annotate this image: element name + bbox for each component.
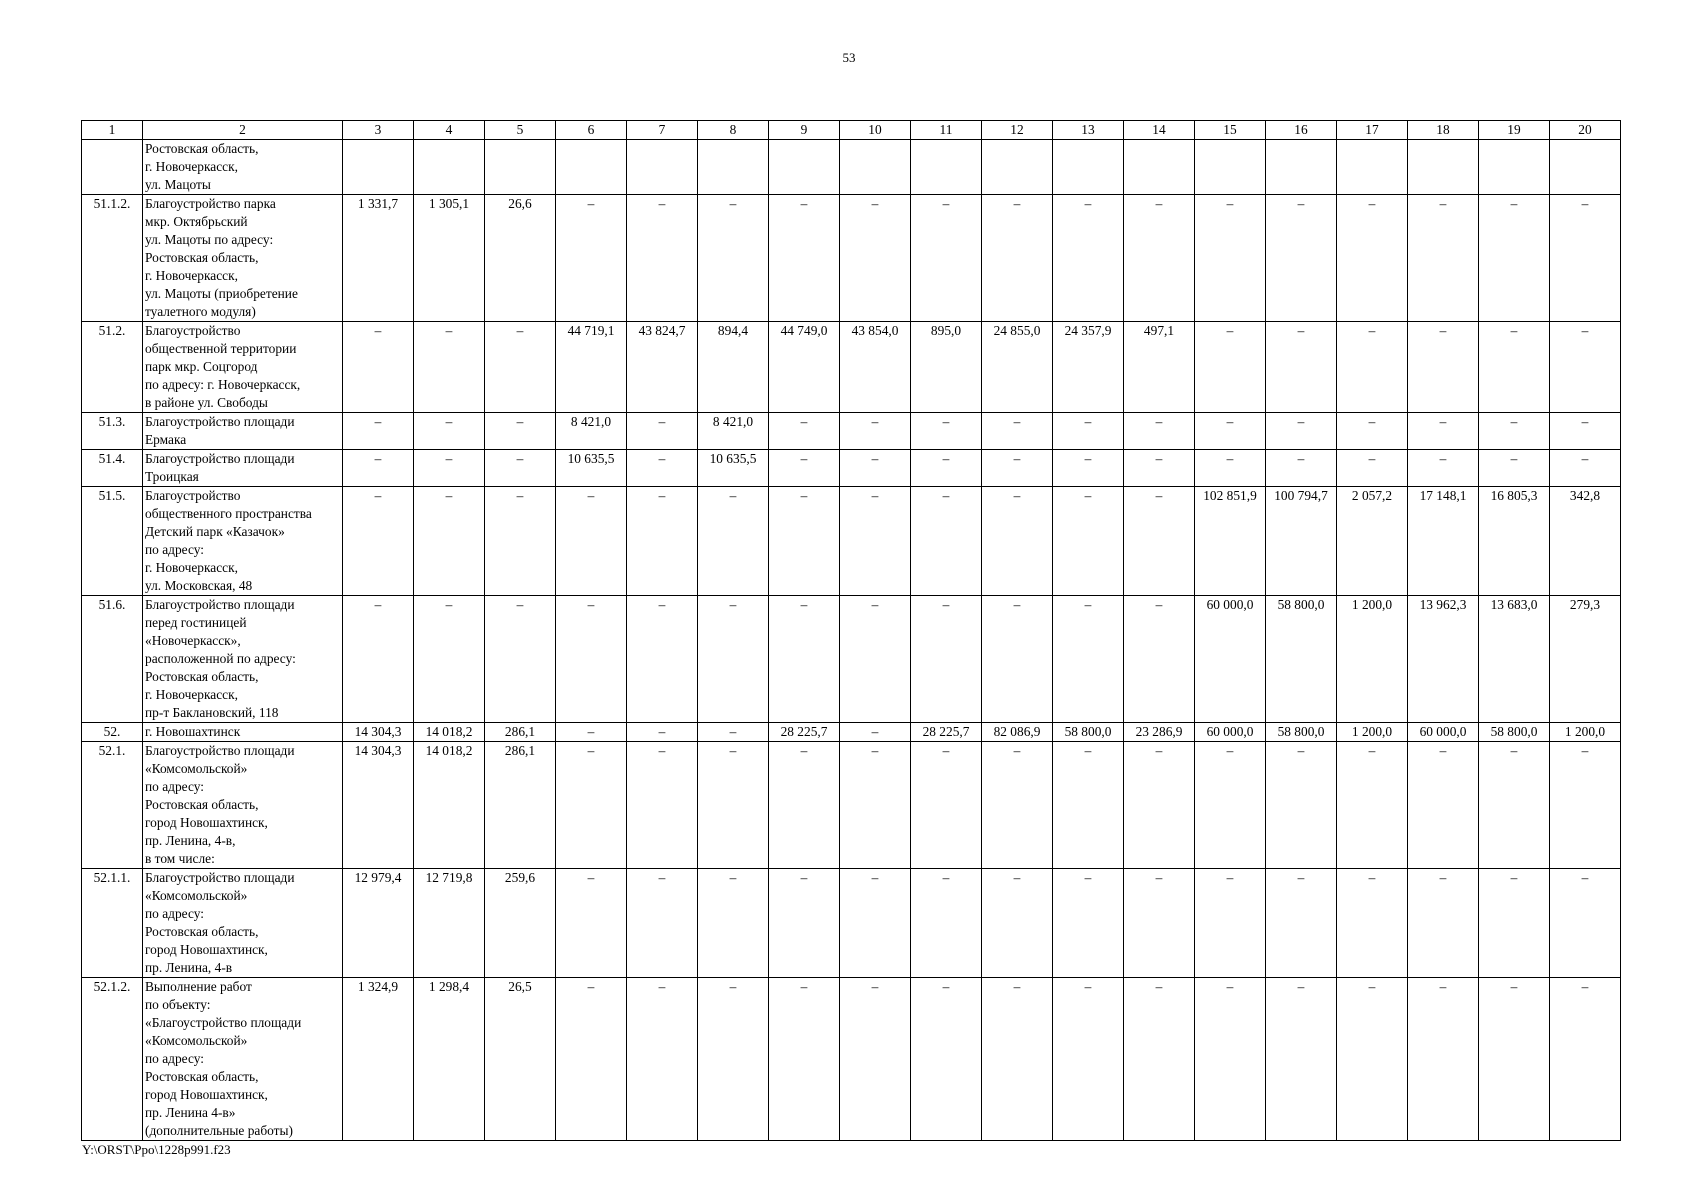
value-cell: – bbox=[1408, 322, 1479, 413]
object-name: г. Новошахтинск bbox=[143, 723, 343, 742]
value-cell: – bbox=[1550, 195, 1621, 322]
value-cell: – bbox=[414, 596, 485, 723]
value-cell: – bbox=[769, 450, 840, 487]
value-cell: – bbox=[1550, 978, 1621, 1141]
value-cell: – bbox=[1337, 978, 1408, 1141]
value-cell: – bbox=[1337, 869, 1408, 978]
footer-path: Y:\ORST\Ppo\1228p991.f23 bbox=[82, 1142, 231, 1157]
value-cell: 497,1 bbox=[1124, 322, 1195, 413]
value-cell: 14 018,2 bbox=[414, 742, 485, 869]
value-cell: – bbox=[1195, 978, 1266, 1141]
value-cell: – bbox=[1195, 742, 1266, 869]
row-number: 51.3. bbox=[82, 413, 143, 450]
value-cell: – bbox=[1266, 413, 1337, 450]
value-cell: – bbox=[627, 723, 698, 742]
row-number: 52.1.1. bbox=[82, 869, 143, 978]
object-name: Благоустройство площади Ермака bbox=[143, 413, 343, 450]
value-cell: – bbox=[1479, 413, 1550, 450]
value-cell: 895,0 bbox=[911, 322, 982, 413]
value-cell: 279,3 bbox=[1550, 596, 1621, 723]
value-cell: – bbox=[627, 413, 698, 450]
value-cell: – bbox=[1479, 322, 1550, 413]
object-name: Выполнение работ по объекту: «Благоустройство площади «Комсомольской» по адресу: Ростовская область, город Новошахтинск, пр. Ленина 4-в» (дополнительные работы) bbox=[143, 978, 343, 1141]
value-cell: 286,1 bbox=[485, 723, 556, 742]
value-cell: – bbox=[911, 596, 982, 723]
value-cell: – bbox=[769, 869, 840, 978]
value-cell: – bbox=[1053, 450, 1124, 487]
value-cell: – bbox=[840, 869, 911, 978]
header-cell: 9 bbox=[769, 121, 840, 140]
object-name: Благоустройство общественной территории парк мкр. Соцгород по адресу: г. Новочеркасск, в районе ул. Свободы bbox=[143, 322, 343, 413]
header-row bbox=[82, 121, 1621, 140]
value-cell: – bbox=[698, 869, 769, 978]
value-cell: 1 331,7 bbox=[343, 195, 414, 322]
page-number: 53 bbox=[842, 50, 856, 65]
value-cell: – bbox=[982, 596, 1053, 723]
value-cell: – bbox=[627, 487, 698, 596]
object-name: Благоустройство площади «Комсомольской» по адресу: Ростовская область, город Новошахтинск, пр. Ленина, 4-в bbox=[143, 869, 343, 978]
value-cell: 60 000,0 bbox=[1195, 723, 1266, 742]
value-cell: – bbox=[1550, 413, 1621, 450]
value-cell: – bbox=[1053, 742, 1124, 869]
value-cell: – bbox=[556, 596, 627, 723]
value-cell bbox=[1195, 140, 1266, 195]
value-cell: – bbox=[556, 195, 627, 322]
value-cell bbox=[1124, 140, 1195, 195]
value-cell: – bbox=[1337, 742, 1408, 869]
value-cell: – bbox=[627, 869, 698, 978]
value-cell: – bbox=[840, 413, 911, 450]
value-cell bbox=[1479, 140, 1550, 195]
header-cell: 18 bbox=[1408, 121, 1479, 140]
value-cell: – bbox=[1550, 742, 1621, 869]
header-cell: 3 bbox=[343, 121, 414, 140]
value-cell bbox=[1337, 140, 1408, 195]
value-cell: – bbox=[982, 742, 1053, 869]
value-cell: 894,4 bbox=[698, 322, 769, 413]
value-cell: – bbox=[982, 869, 1053, 978]
value-cell: 14 304,3 bbox=[343, 742, 414, 869]
value-cell: 1 200,0 bbox=[1337, 596, 1408, 723]
value-cell: – bbox=[1195, 413, 1266, 450]
value-cell: – bbox=[1408, 978, 1479, 1141]
value-cell: – bbox=[1479, 742, 1550, 869]
header-cell: 19 bbox=[1479, 121, 1550, 140]
value-cell: 16 805,3 bbox=[1479, 487, 1550, 596]
value-cell: – bbox=[982, 978, 1053, 1141]
value-cell: – bbox=[769, 596, 840, 723]
value-cell: – bbox=[698, 742, 769, 869]
value-cell: – bbox=[1337, 195, 1408, 322]
value-cell: 26,6 bbox=[485, 195, 556, 322]
value-cell: – bbox=[627, 596, 698, 723]
value-cell: – bbox=[485, 596, 556, 723]
table-row bbox=[82, 596, 1621, 723]
value-cell: 1 200,0 bbox=[1337, 723, 1408, 742]
value-cell: – bbox=[769, 978, 840, 1141]
header-cell: 2 bbox=[143, 121, 343, 140]
value-cell: – bbox=[627, 195, 698, 322]
value-cell: – bbox=[911, 742, 982, 869]
value-cell: – bbox=[627, 450, 698, 487]
table-row bbox=[82, 742, 1621, 869]
value-cell: – bbox=[1195, 869, 1266, 978]
header-cell: 11 bbox=[911, 121, 982, 140]
row-number: 52.1.2. bbox=[82, 978, 143, 1141]
value-cell: 28 225,7 bbox=[769, 723, 840, 742]
value-cell: – bbox=[982, 195, 1053, 322]
value-cell bbox=[343, 140, 414, 195]
object-name: Благоустройство общественного пространства Детский парк «Казачок» по адресу: г. Новочеркасск, ул. Московская, 48 bbox=[143, 487, 343, 596]
header-cell: 1 bbox=[82, 121, 143, 140]
value-cell bbox=[485, 140, 556, 195]
value-cell bbox=[698, 140, 769, 195]
value-cell: 12 719,8 bbox=[414, 869, 485, 978]
object-name: Ростовская область, г. Новочеркасск, ул. Мацоты bbox=[143, 140, 343, 195]
value-cell: – bbox=[840, 742, 911, 869]
object-name: Благоустройство площади Троицкая bbox=[143, 450, 343, 487]
value-cell: – bbox=[627, 742, 698, 869]
value-cell: – bbox=[769, 487, 840, 596]
value-cell: – bbox=[1266, 450, 1337, 487]
row-number: 52. bbox=[82, 723, 143, 742]
value-cell: 17 148,1 bbox=[1408, 487, 1479, 596]
header-cell: 16 bbox=[1266, 121, 1337, 140]
value-cell: 24 855,0 bbox=[982, 322, 1053, 413]
value-cell: 102 851,9 bbox=[1195, 487, 1266, 596]
value-cell: – bbox=[840, 596, 911, 723]
value-cell: 28 225,7 bbox=[911, 723, 982, 742]
value-cell: 342,8 bbox=[1550, 487, 1621, 596]
value-cell: – bbox=[1053, 487, 1124, 596]
value-cell: – bbox=[840, 195, 911, 322]
value-cell: 10 635,5 bbox=[556, 450, 627, 487]
value-cell: – bbox=[343, 487, 414, 596]
header-cell: 17 bbox=[1337, 121, 1408, 140]
value-cell: – bbox=[769, 413, 840, 450]
value-cell: – bbox=[1266, 322, 1337, 413]
value-cell: – bbox=[1195, 450, 1266, 487]
value-cell: – bbox=[698, 978, 769, 1141]
value-cell: – bbox=[698, 596, 769, 723]
value-cell: 58 800,0 bbox=[1053, 723, 1124, 742]
value-cell: – bbox=[840, 487, 911, 596]
value-cell: – bbox=[343, 413, 414, 450]
value-cell: – bbox=[1550, 869, 1621, 978]
header-cell: 10 bbox=[840, 121, 911, 140]
table-row bbox=[82, 978, 1621, 1141]
value-cell: – bbox=[840, 450, 911, 487]
value-cell: – bbox=[698, 487, 769, 596]
row-number: 51.4. bbox=[82, 450, 143, 487]
value-cell: – bbox=[414, 322, 485, 413]
value-cell: – bbox=[1408, 869, 1479, 978]
value-cell: – bbox=[414, 487, 485, 596]
value-cell: – bbox=[982, 450, 1053, 487]
header-cell: 5 bbox=[485, 121, 556, 140]
value-cell: – bbox=[1337, 413, 1408, 450]
value-cell: – bbox=[1408, 413, 1479, 450]
value-cell: 1 305,1 bbox=[414, 195, 485, 322]
value-cell: – bbox=[769, 195, 840, 322]
value-cell: – bbox=[1266, 978, 1337, 1141]
value-cell: – bbox=[343, 596, 414, 723]
value-cell: – bbox=[1266, 742, 1337, 869]
data-table bbox=[81, 120, 1621, 1141]
value-cell: 12 979,4 bbox=[343, 869, 414, 978]
value-cell: – bbox=[414, 413, 485, 450]
value-cell: 1 324,9 bbox=[343, 978, 414, 1141]
value-cell: – bbox=[1053, 978, 1124, 1141]
value-cell: 44 719,1 bbox=[556, 322, 627, 413]
row-number: 51.2. bbox=[82, 322, 143, 413]
value-cell: – bbox=[1337, 322, 1408, 413]
row-number: 51.6. bbox=[82, 596, 143, 723]
value-cell: 82 086,9 bbox=[982, 723, 1053, 742]
table-row bbox=[82, 413, 1621, 450]
row-number: 52.1. bbox=[82, 742, 143, 869]
value-cell: – bbox=[840, 723, 911, 742]
value-cell: 26,5 bbox=[485, 978, 556, 1141]
value-cell: 58 800,0 bbox=[1266, 596, 1337, 723]
header-cell: 13 bbox=[1053, 121, 1124, 140]
value-cell: – bbox=[698, 723, 769, 742]
value-cell: – bbox=[1408, 742, 1479, 869]
value-cell: 1 298,4 bbox=[414, 978, 485, 1141]
value-cell: – bbox=[911, 450, 982, 487]
value-cell: – bbox=[1266, 195, 1337, 322]
value-cell: 60 000,0 bbox=[1408, 723, 1479, 742]
value-cell bbox=[627, 140, 698, 195]
header-cell: 20 bbox=[1550, 121, 1621, 140]
value-cell: – bbox=[1124, 450, 1195, 487]
value-cell: 60 000,0 bbox=[1195, 596, 1266, 723]
value-cell bbox=[769, 140, 840, 195]
value-cell: – bbox=[1124, 742, 1195, 869]
value-cell: – bbox=[1550, 450, 1621, 487]
value-cell: – bbox=[485, 450, 556, 487]
value-cell: – bbox=[1124, 869, 1195, 978]
value-cell bbox=[556, 140, 627, 195]
table-row bbox=[82, 195, 1621, 322]
value-cell: 44 749,0 bbox=[769, 322, 840, 413]
value-cell bbox=[1266, 140, 1337, 195]
value-cell: – bbox=[343, 322, 414, 413]
value-cell: 2 057,2 bbox=[1337, 487, 1408, 596]
value-cell bbox=[1550, 140, 1621, 195]
value-cell: 13 683,0 bbox=[1479, 596, 1550, 723]
row-number: 51.1.2. bbox=[82, 195, 143, 322]
value-cell bbox=[982, 140, 1053, 195]
object-name: Благоустройство площади «Комсомольской» по адресу: Ростовская область, город Новошахтинск, пр. Ленина, 4-в, в том числе: bbox=[143, 742, 343, 869]
header-cell: 14 bbox=[1124, 121, 1195, 140]
value-cell: 8 421,0 bbox=[698, 413, 769, 450]
value-cell: 43 854,0 bbox=[840, 322, 911, 413]
value-cell: – bbox=[1266, 869, 1337, 978]
value-cell: – bbox=[414, 450, 485, 487]
value-cell bbox=[1053, 140, 1124, 195]
value-cell: 259,6 bbox=[485, 869, 556, 978]
value-cell: – bbox=[485, 487, 556, 596]
value-cell: – bbox=[911, 487, 982, 596]
value-cell bbox=[1408, 140, 1479, 195]
value-cell: – bbox=[556, 742, 627, 869]
table-row bbox=[82, 140, 1621, 195]
value-cell: 10 635,5 bbox=[698, 450, 769, 487]
value-cell: – bbox=[556, 723, 627, 742]
value-cell: 58 800,0 bbox=[1479, 723, 1550, 742]
value-cell: – bbox=[1479, 869, 1550, 978]
value-cell bbox=[414, 140, 485, 195]
value-cell: – bbox=[485, 322, 556, 413]
value-cell: – bbox=[1550, 322, 1621, 413]
value-cell: 23 286,9 bbox=[1124, 723, 1195, 742]
value-cell: – bbox=[911, 978, 982, 1141]
object-name: Благоустройство парка мкр. Октябрьский ул. Мацоты по адресу: Ростовская область, г. Новочеркасск, ул. Мацоты (приобретение туалетного модуля) bbox=[143, 195, 343, 322]
value-cell: 24 357,9 bbox=[1053, 322, 1124, 413]
header-cell: 8 bbox=[698, 121, 769, 140]
table-row bbox=[82, 723, 1621, 742]
value-cell: – bbox=[627, 978, 698, 1141]
value-cell: – bbox=[698, 195, 769, 322]
value-cell: – bbox=[1053, 596, 1124, 723]
header-cell: 6 bbox=[556, 121, 627, 140]
value-cell bbox=[840, 140, 911, 195]
table-row bbox=[82, 322, 1621, 413]
value-cell: – bbox=[1195, 322, 1266, 413]
value-cell: – bbox=[982, 413, 1053, 450]
value-cell: – bbox=[556, 978, 627, 1141]
value-cell: 14 018,2 bbox=[414, 723, 485, 742]
header-cell: 4 bbox=[414, 121, 485, 140]
table-row bbox=[82, 869, 1621, 978]
row-number: 51.5. bbox=[82, 487, 143, 596]
table-row bbox=[82, 487, 1621, 596]
value-cell: – bbox=[1479, 195, 1550, 322]
value-cell: – bbox=[1124, 978, 1195, 1141]
value-cell: – bbox=[1124, 487, 1195, 596]
value-cell: 43 824,7 bbox=[627, 322, 698, 413]
table-row bbox=[82, 450, 1621, 487]
value-cell: – bbox=[840, 978, 911, 1141]
value-cell: – bbox=[1124, 596, 1195, 723]
value-cell: – bbox=[1479, 450, 1550, 487]
object-name: Благоустройство площади перед гостиницей «Новочеркасск», расположенной по адресу: Ростовская область, г. Новочеркасск, пр-т Баклановский, 118 bbox=[143, 596, 343, 723]
value-cell: 8 421,0 bbox=[556, 413, 627, 450]
value-cell: 13 962,3 bbox=[1408, 596, 1479, 723]
value-cell: – bbox=[911, 869, 982, 978]
value-cell: – bbox=[911, 413, 982, 450]
value-cell: 58 800,0 bbox=[1266, 723, 1337, 742]
row-number bbox=[82, 140, 143, 195]
value-cell: – bbox=[1053, 195, 1124, 322]
value-cell: – bbox=[1124, 195, 1195, 322]
value-cell: – bbox=[1053, 869, 1124, 978]
value-cell: – bbox=[343, 450, 414, 487]
value-cell: – bbox=[556, 869, 627, 978]
value-cell: 14 304,3 bbox=[343, 723, 414, 742]
value-cell: – bbox=[1053, 413, 1124, 450]
value-cell: 286,1 bbox=[485, 742, 556, 869]
value-cell: – bbox=[485, 413, 556, 450]
value-cell: – bbox=[556, 487, 627, 596]
header-cell: 15 bbox=[1195, 121, 1266, 140]
value-cell: – bbox=[982, 487, 1053, 596]
value-cell: – bbox=[1479, 978, 1550, 1141]
header-cell: 7 bbox=[627, 121, 698, 140]
value-cell: – bbox=[769, 742, 840, 869]
value-cell: – bbox=[1195, 195, 1266, 322]
value-cell: – bbox=[911, 195, 982, 322]
value-cell: – bbox=[1124, 413, 1195, 450]
value-cell: 1 200,0 bbox=[1550, 723, 1621, 742]
value-cell: – bbox=[1408, 450, 1479, 487]
value-cell: – bbox=[1337, 450, 1408, 487]
header-cell: 12 bbox=[982, 121, 1053, 140]
value-cell: – bbox=[1408, 195, 1479, 322]
value-cell: 100 794,7 bbox=[1266, 487, 1337, 596]
value-cell bbox=[911, 140, 982, 195]
